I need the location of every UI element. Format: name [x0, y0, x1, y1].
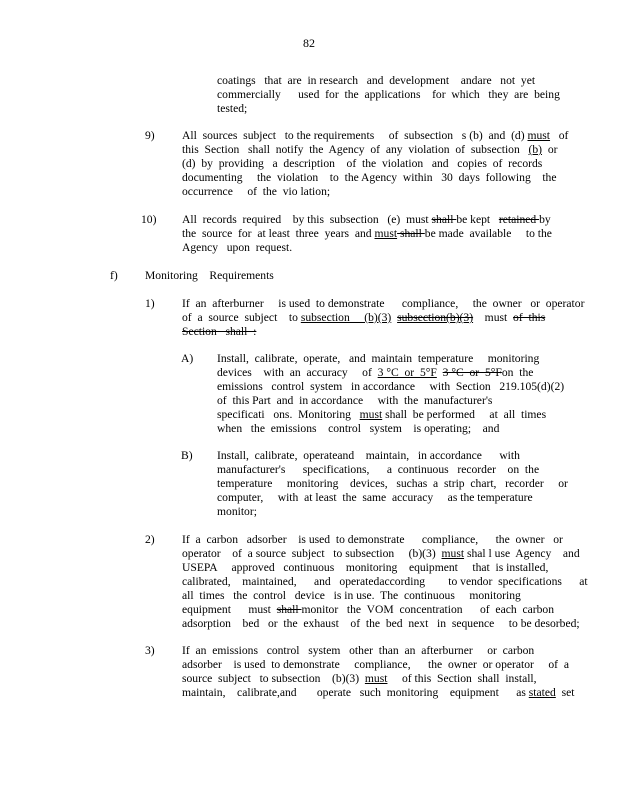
- text-line: source subject to subsection (b)(3) must of this Section shall install,: [182, 672, 537, 685]
- struck-deletion: of this: [513, 311, 546, 324]
- struck-deletion: shall: [397, 227, 425, 240]
- text-line: Install, calibrate, operate, and maintain temperature monitoring: [217, 352, 540, 365]
- item-10-paragraph: [182, 213, 552, 255]
- text-line: If an emissions control system other than an afterburner or carbon: [182, 644, 535, 657]
- text-line: adsorber is used to demonstrate compliance, the owner or operator of a: [182, 658, 569, 671]
- text-line: this Section shall notify the Agency of any violation of subsection (b) or: [182, 143, 558, 156]
- text-line: (d) by providing a description of the violation and copies of records: [182, 157, 543, 170]
- text-line: computer, with at least the same accuracy as the temperature: [217, 491, 533, 504]
- text-line: when the emissions control system is operating; and: [217, 422, 500, 435]
- underlined-insertion: (b): [528, 143, 543, 156]
- struck-deletion: subsection(b)(3): [397, 311, 474, 324]
- page-number: 82: [303, 36, 315, 50]
- text-line: calibrated, maintained, and operatedaccording to vendor specifications at: [182, 575, 588, 588]
- item-3-paragraph: [182, 644, 575, 700]
- text-line: USEPA approved continuous monitoring equipment that is installed,: [182, 561, 549, 574]
- text-line: adsorption bed or the exhaust of the bed next in sequence to be desorbed;: [182, 617, 580, 630]
- section-f-title: Monitoring Requirements: [145, 269, 274, 282]
- underlined-insertion: must: [374, 227, 398, 240]
- item-1-paragraph: [182, 297, 585, 339]
- text-line: devices with an accuracy of 3 °C or 5°F 3 °C or 5°Fon the: [217, 366, 534, 379]
- item-9-paragraph: [182, 129, 569, 199]
- item-2-paragraph: [182, 533, 588, 631]
- struck-deletion: shall: [431, 213, 457, 226]
- text-line: all times the control device is in use. The continuous monitoring: [182, 589, 521, 602]
- text-line: [182, 325, 532, 339]
- text-line: All sources subject to the requirements of subsection s (b) and (d) must of: [182, 129, 569, 142]
- text-line: monitor;: [217, 505, 257, 518]
- text-line: equipment must shall monitor the VOM concentration of each carbon: [182, 603, 555, 616]
- item-3-label: 3): [145, 644, 155, 657]
- item-1-label: 1): [145, 297, 155, 310]
- item-2-label: 2): [145, 533, 155, 546]
- item-b-paragraph: [217, 449, 568, 519]
- continued-paragraph: [217, 74, 560, 116]
- text-line: Agency upon request.: [182, 241, 293, 254]
- text-line: Install, calibrate, operateand maintain, in accordance with: [217, 449, 520, 462]
- item-a-paragraph: [217, 352, 565, 436]
- text-line: temperature monitoring devices, suchas a strip chart, recorder or: [217, 477, 568, 490]
- section-f-label: f): [110, 269, 118, 282]
- text-line: emissions control system in accordance with Section 219.105(d)(2): [217, 380, 565, 393]
- struck-deletion: 3 °C or 5°F: [442, 366, 502, 379]
- text-line: of this Part and in accordance with the manufacturer's: [217, 394, 493, 407]
- underlined-insertion: must: [441, 547, 465, 560]
- text-line: If a carbon adsorber is used to demonstrate compliance, the owner or: [182, 533, 563, 546]
- text-line: documenting the violation to the Agency within 30 days following the: [182, 171, 557, 184]
- item-10-label: 10): [141, 213, 157, 226]
- underlined-insertion: stated: [528, 686, 556, 699]
- text-line: coatings that are in research and development andare not yet: [217, 74, 536, 87]
- text-line: specificati ons. Monitoring must shall be performed at all times: [217, 408, 547, 421]
- struck-deletion: Section shall :: [182, 325, 257, 338]
- underlined-insertion: must: [364, 672, 388, 685]
- text-line: operator of a source subject to subsection (b)(3) must shal l use Agency and: [182, 547, 580, 560]
- text-line: manufacturer's specifications, a continuous recorder on the: [217, 463, 540, 476]
- underlined-insertion: subsection (b)(3): [300, 311, 392, 324]
- text-line: tested;: [217, 102, 248, 115]
- text-line: the source for at least three years and must shall be made available to the: [182, 227, 552, 240]
- text-line: occurrence of the vio lation;: [182, 185, 331, 198]
- text-line: maintain, calibrate,and operate such monitoring equipment as stated set: [182, 686, 575, 699]
- struck-deletion: retained: [498, 213, 540, 226]
- text-line: of a source subject to subsection (b)(3) subsection(b)(3) must of this: [182, 311, 546, 324]
- text-line: All records required by this subsection (e) must shall be kept retained by: [182, 213, 551, 226]
- item-b-label: B): [181, 449, 193, 462]
- item-a-label: A): [181, 352, 194, 365]
- item-9-label: 9): [145, 129, 155, 142]
- text-line: commercially used for the applications for which they are being: [217, 88, 560, 101]
- underlined-insertion: must: [359, 408, 383, 421]
- underlined-insertion: 3 °C or 5°F: [377, 366, 437, 379]
- underlined-insertion: must: [527, 129, 551, 142]
- struck-deletion: shall: [276, 603, 302, 616]
- text-line: If an afterburner is used to demonstrate compliance, the owner or operator: [182, 297, 585, 310]
